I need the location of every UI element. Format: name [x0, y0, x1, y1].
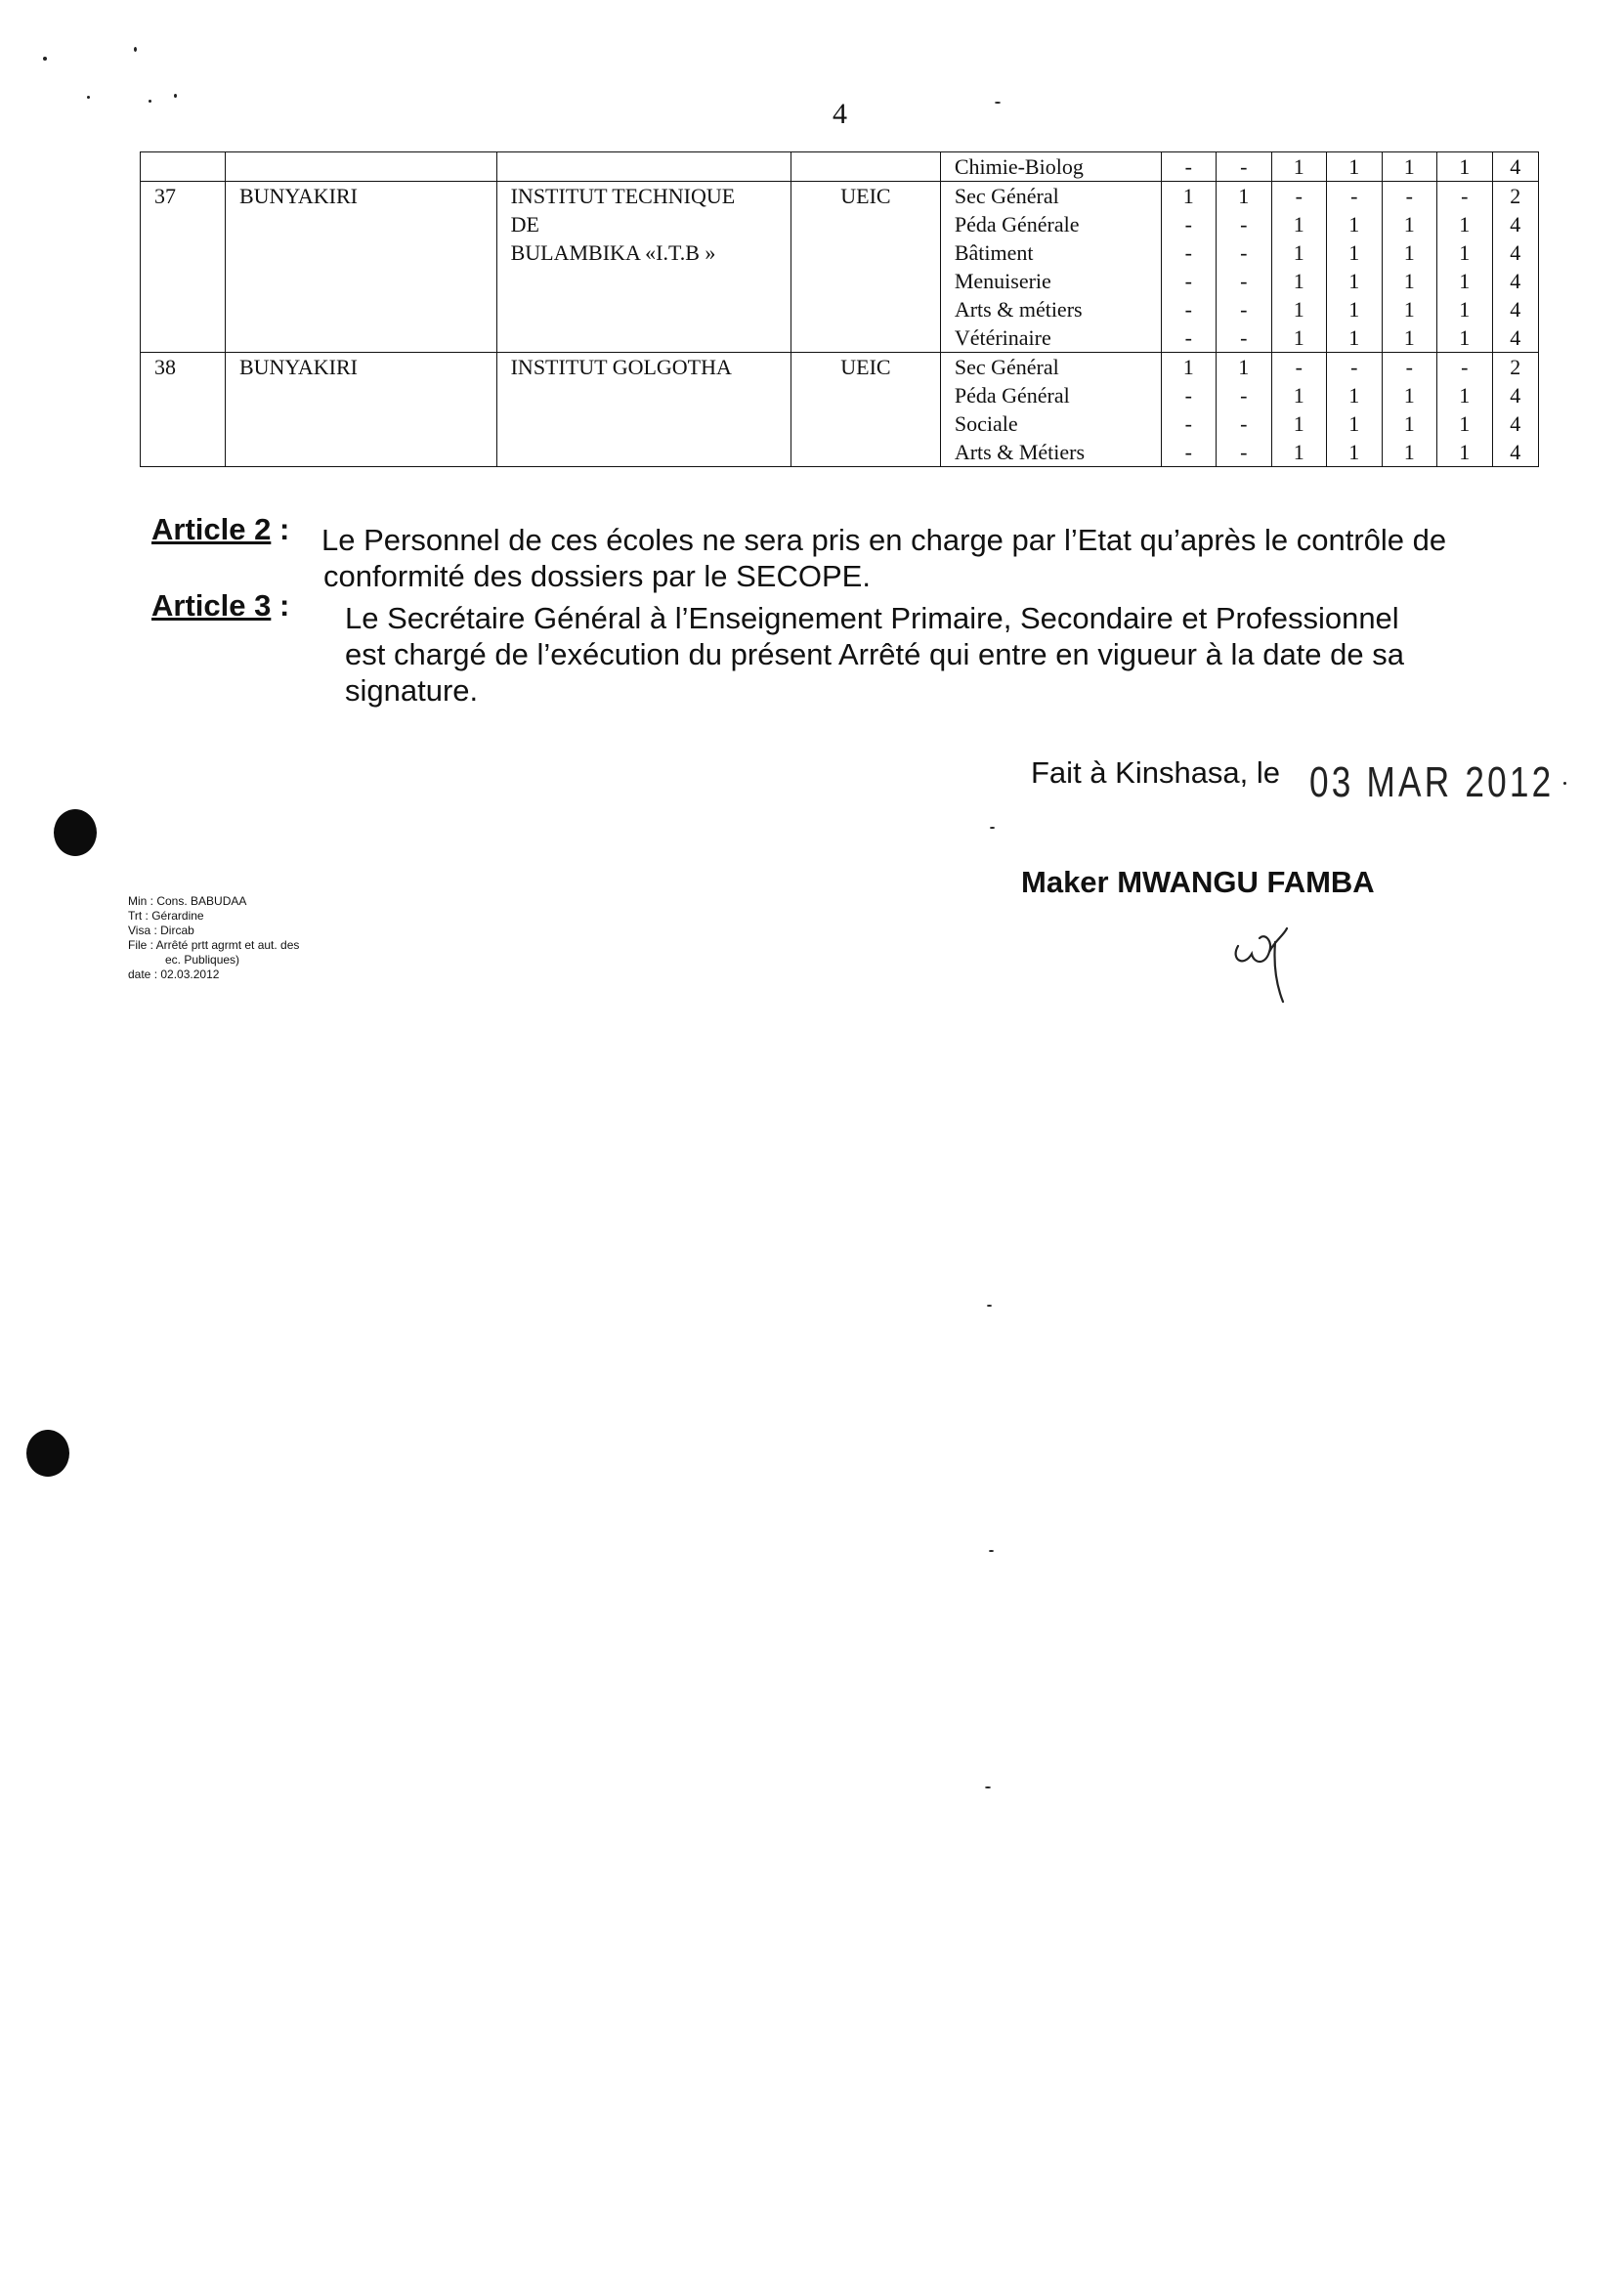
- cell-value: -: [1184, 440, 1192, 464]
- cell-value: 4: [1510, 154, 1521, 179]
- place-of-signature: Fait à Kinshasa, le: [1031, 755, 1281, 790]
- scan-speck: [174, 94, 177, 98]
- cell-value: -: [1240, 240, 1248, 265]
- row-options: [940, 182, 1161, 353]
- option-label: Arts & métiers: [954, 297, 1083, 322]
- row-org: UEIC: [791, 182, 941, 353]
- total-cell: [1492, 182, 1538, 353]
- cell-value: 1: [1293, 325, 1304, 350]
- cell-value: -: [1184, 411, 1192, 436]
- cell-value: 1: [1348, 325, 1360, 350]
- cell-value: 1: [1403, 440, 1415, 464]
- signatory-name: Maker MWANGU FAMBA: [1021, 865, 1375, 899]
- option-label: Sec Général: [954, 355, 1059, 379]
- school-name-line: BULAMBIKA «I.T.B »: [510, 240, 716, 265]
- reference-line: Trt : Gérardine: [128, 909, 204, 923]
- cell-value: 1: [1459, 383, 1471, 408]
- scan-speck: [989, 1550, 994, 1552]
- cell-value: -: [1295, 184, 1303, 208]
- cell-value: -: [1461, 355, 1469, 379]
- cell-value: 1: [1403, 383, 1415, 408]
- level-4-cell: [1327, 182, 1383, 353]
- cell-value: 1: [1182, 355, 1194, 379]
- cell-value: -: [1405, 184, 1413, 208]
- cell-value: -: [1240, 383, 1248, 408]
- cell-value: 1: [1348, 154, 1360, 179]
- cell-value: -: [1184, 240, 1192, 265]
- cell-value: 4: [1510, 325, 1521, 350]
- cell-value: -: [1295, 355, 1303, 379]
- article-3-line: Le Secrétaire Général à l’Enseignement Primaire, Secondaire et Professionnel: [345, 601, 1399, 635]
- option-label: Arts & Métiers: [954, 440, 1086, 464]
- row-number: 38: [141, 353, 226, 467]
- cell-value: 1: [1348, 440, 1360, 464]
- level-4-cell: [1327, 353, 1383, 467]
- binder-hole: [26, 1430, 69, 1477]
- cell-value: -: [1240, 269, 1248, 293]
- cell-value: -: [1184, 297, 1192, 322]
- cell-value: 1: [1403, 154, 1415, 179]
- article-2-colon: :: [278, 512, 290, 546]
- article-2-heading: [151, 511, 289, 547]
- cell-value: 1: [1403, 269, 1415, 293]
- option-label: Péda Général: [954, 383, 1070, 408]
- cell-value: 1: [1459, 325, 1471, 350]
- cell-value: -: [1240, 325, 1248, 350]
- scan-speck: [149, 100, 151, 103]
- article-3-text: [345, 600, 1539, 709]
- article-3-label: Article 3: [151, 588, 272, 623]
- cell-value: 2: [1510, 184, 1521, 208]
- cell-value: 1: [1238, 355, 1250, 379]
- level-5-cell: [1382, 353, 1437, 467]
- cell-value: 1: [1293, 411, 1304, 436]
- page-number: 4: [833, 98, 847, 130]
- cell-value: 1: [1403, 212, 1415, 237]
- cell-value: 1: [1293, 297, 1304, 322]
- option-label: Péda Générale: [954, 212, 1080, 237]
- table-row: [141, 152, 1539, 182]
- school-name-line: INSTITUT TECHNIQUE: [510, 184, 736, 208]
- reference-block: [128, 894, 299, 982]
- cell-value: 1: [1293, 240, 1304, 265]
- article-2-line: Le Personnel de ces écoles ne sera pris en charge par l’Etat qu’après le contrôle de: [321, 523, 1447, 557]
- scan-speck: [987, 1305, 992, 1307]
- level-1-cell: [1161, 353, 1217, 467]
- cell-value: -: [1405, 355, 1413, 379]
- cell-value: 1: [1348, 383, 1360, 408]
- cell-value: 1: [1403, 411, 1415, 436]
- cell-value: 1: [1403, 325, 1415, 350]
- cell-value: 1: [1348, 297, 1360, 322]
- school-name-line: DE: [510, 212, 539, 237]
- scan-speck: [134, 47, 137, 52]
- option-label: Chimie-Biolog: [954, 154, 1084, 179]
- cell-value: -: [1240, 154, 1248, 179]
- handwritten-signature: [1226, 919, 1324, 1007]
- binder-hole: [54, 809, 97, 856]
- option-label: Sociale: [954, 411, 1018, 436]
- reference-line: File : Arrêté prtt agrmt et aut. des: [128, 938, 300, 952]
- article-2-text: [321, 522, 1538, 594]
- article-2-line: conformité des dossiers par le SECOPE.: [323, 559, 871, 593]
- level-1-cell: [1161, 152, 1217, 182]
- level-2-cell: [1217, 353, 1272, 467]
- scan-speck: [990, 827, 995, 829]
- cell-value: -: [1184, 212, 1192, 237]
- level-5-cell: [1382, 182, 1437, 353]
- level-3-cell: [1271, 182, 1327, 353]
- article-3-colon: :: [278, 588, 290, 623]
- cell-value: -: [1350, 184, 1358, 208]
- cell-value: 4: [1510, 383, 1521, 408]
- option-label: Menuiserie: [954, 269, 1051, 293]
- cell-value: 1: [1293, 212, 1304, 237]
- cell-value: 1: [1459, 297, 1471, 322]
- cell-value: 1: [1293, 269, 1304, 293]
- reference-line: date : 02.03.2012: [128, 968, 220, 981]
- row-org: UEIC: [791, 353, 941, 467]
- article-3-line: signature.: [345, 673, 479, 708]
- cell-value: 1: [1348, 269, 1360, 293]
- cell-value: 4: [1510, 440, 1521, 464]
- row-school: [496, 152, 791, 182]
- level-1-cell: [1161, 182, 1217, 353]
- cell-value: -: [1184, 154, 1192, 179]
- cell-value: 1: [1293, 440, 1304, 464]
- scan-speck: [43, 57, 47, 61]
- cell-value: 1: [1238, 184, 1250, 208]
- cell-value: 1: [1459, 154, 1471, 179]
- cell-value: -: [1240, 411, 1248, 436]
- cell-value: 1: [1403, 297, 1415, 322]
- school-name-line: INSTITUT GOLGOTHA: [510, 355, 732, 379]
- option-label: Vétérinaire: [954, 325, 1051, 350]
- level-6-cell: [1437, 182, 1493, 353]
- table-row: [141, 353, 1539, 467]
- total-cell: [1492, 152, 1538, 182]
- reference-line: Visa : Dircab: [128, 924, 194, 937]
- cell-value: -: [1184, 383, 1192, 408]
- level-2-cell: [1217, 152, 1272, 182]
- article-2-label: Article 2: [151, 512, 272, 546]
- cell-value: -: [1184, 325, 1192, 350]
- row-location: [225, 152, 496, 182]
- scan-speck: [1563, 782, 1566, 785]
- cell-value: 1: [1403, 240, 1415, 265]
- cell-value: -: [1240, 297, 1248, 322]
- cell-value: 1: [1459, 212, 1471, 237]
- cell-value: -: [1240, 440, 1248, 464]
- cell-value: 1: [1459, 269, 1471, 293]
- cell-value: -: [1350, 355, 1358, 379]
- article-3-line: est chargé de l’exécution du présent Arrêté qui entre en vigueur à la date de sa: [345, 637, 1404, 671]
- row-number: 37: [141, 182, 226, 353]
- level-3-cell: [1271, 353, 1327, 467]
- scan-speck: [87, 96, 90, 99]
- table-row: [141, 182, 1539, 353]
- row-org: [791, 152, 941, 182]
- scan-speck: [985, 1786, 991, 1788]
- reference-line: ec. Publiques): [165, 953, 240, 967]
- cell-value: 1: [1459, 240, 1471, 265]
- cell-value: 1: [1348, 212, 1360, 237]
- cell-value: -: [1240, 212, 1248, 237]
- option-label: Bâtiment: [954, 240, 1034, 265]
- cell-value: 4: [1510, 212, 1521, 237]
- scan-speck: [995, 102, 1001, 104]
- cell-value: -: [1184, 269, 1192, 293]
- cell-value: 4: [1510, 269, 1521, 293]
- date-stamp: 03 MAR 2012: [1309, 758, 1555, 806]
- row-location: BUNYAKIRI: [225, 353, 496, 467]
- level-6-cell: [1437, 353, 1493, 467]
- cell-value: 4: [1510, 297, 1521, 322]
- row-school: [496, 182, 791, 353]
- level-4-cell: [1327, 152, 1383, 182]
- row-location: BUNYAKIRI: [225, 182, 496, 353]
- level-6-cell: [1437, 152, 1493, 182]
- cell-value: 1: [1182, 184, 1194, 208]
- cell-value: 2: [1510, 355, 1521, 379]
- row-options: [940, 353, 1161, 467]
- schools-table: [140, 151, 1539, 467]
- reference-line: Min : Cons. BABUDAA: [128, 894, 247, 908]
- total-cell: [1492, 353, 1538, 467]
- cell-value: 4: [1510, 411, 1521, 436]
- article-3-heading: [151, 587, 289, 624]
- cell-value: 1: [1348, 411, 1360, 436]
- level-3-cell: [1271, 152, 1327, 182]
- cell-value: 1: [1293, 383, 1304, 408]
- cell-value: 1: [1348, 240, 1360, 265]
- cell-value: 4: [1510, 240, 1521, 265]
- cell-value: 1: [1293, 154, 1304, 179]
- option-label: Sec Général: [954, 184, 1059, 208]
- cell-value: 1: [1459, 440, 1471, 464]
- cell-value: 1: [1459, 411, 1471, 436]
- level-2-cell: [1217, 182, 1272, 353]
- row-number: [141, 152, 226, 182]
- level-5-cell: [1382, 152, 1437, 182]
- cell-value: -: [1461, 184, 1469, 208]
- row-options: [940, 152, 1161, 182]
- row-school: [496, 353, 791, 467]
